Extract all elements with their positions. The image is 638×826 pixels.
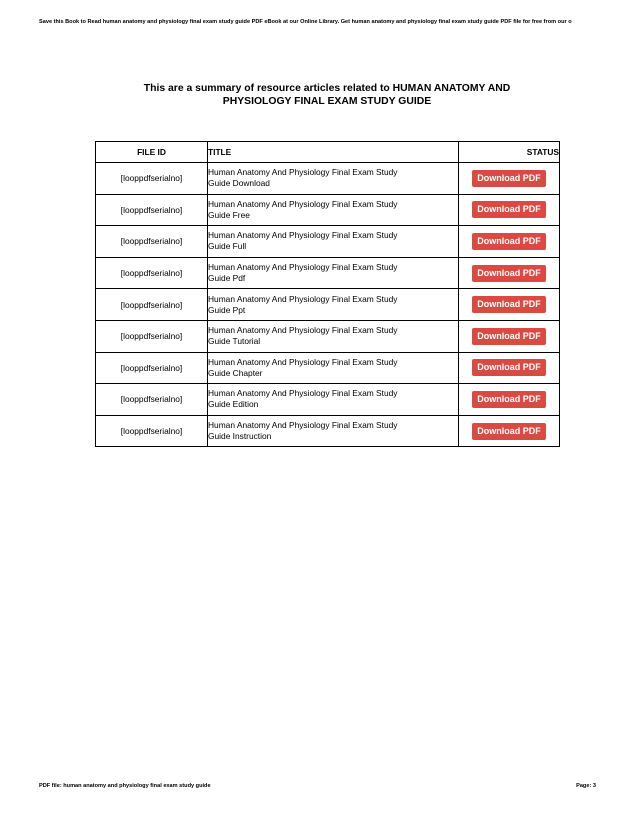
status-cell bbox=[459, 289, 560, 321]
status-cell bbox=[459, 257, 560, 289]
title-line-2: Guide Chapter bbox=[208, 367, 263, 378]
file-id-cell: [looppdfserialno] bbox=[96, 352, 208, 384]
download-pdf-button[interactable]: Download PDF bbox=[472, 233, 546, 250]
title-line-2: Guide Instruction bbox=[208, 431, 272, 442]
download-pdf-button[interactable]: Download PDF bbox=[472, 423, 546, 440]
status-cell bbox=[459, 226, 560, 258]
page-heading bbox=[95, 82, 559, 108]
status-cell bbox=[459, 194, 560, 226]
title-cell bbox=[208, 226, 459, 258]
title-cell bbox=[208, 257, 459, 289]
title-line-2: Guide Download bbox=[208, 178, 270, 189]
download-pdf-button[interactable]: Download PDF bbox=[472, 265, 546, 282]
title-line-2: Guide Full bbox=[208, 241, 247, 252]
download-pdf-button[interactable]: Download PDF bbox=[472, 359, 546, 376]
title-line-1: Human Anatomy And Physiology Final Exam Study bbox=[208, 325, 398, 336]
title-cell bbox=[208, 384, 459, 416]
table-row bbox=[96, 289, 560, 321]
status-cell bbox=[459, 415, 560, 447]
table-row bbox=[96, 194, 560, 226]
footer-page-number: Page: 3 bbox=[576, 783, 596, 789]
table-row bbox=[96, 163, 560, 195]
table-row bbox=[96, 384, 560, 416]
title-cell bbox=[208, 415, 459, 447]
table-header-row bbox=[96, 142, 560, 163]
table-row bbox=[96, 226, 560, 258]
title-cell bbox=[208, 320, 459, 352]
title-line-2: Guide Ppt bbox=[208, 304, 246, 315]
header-title: TITLE bbox=[208, 142, 459, 163]
file-id-cell: [looppdfserialno] bbox=[96, 289, 208, 321]
title-line-1: Human Anatomy And Physiology Final Exam Study bbox=[208, 388, 398, 399]
table-row bbox=[96, 257, 560, 289]
title-cell bbox=[208, 352, 459, 384]
table-row bbox=[96, 415, 560, 447]
header-file-id: FILE ID bbox=[96, 142, 208, 163]
title-line-1: Human Anatomy And Physiology Final Exam Study bbox=[208, 420, 398, 431]
header-status: STATUS bbox=[459, 142, 560, 163]
title-line-1: Human Anatomy And Physiology Final Exam Study bbox=[208, 356, 398, 367]
download-pdf-button[interactable]: Download PDF bbox=[472, 170, 546, 187]
title-line-2: Guide Edition bbox=[208, 399, 259, 410]
title-cell bbox=[208, 194, 459, 226]
table-row bbox=[96, 320, 560, 352]
file-id-cell: [looppdfserialno] bbox=[96, 163, 208, 195]
footer-file-label: PDF file: human anatomy and physiology final exam study guide bbox=[39, 783, 211, 789]
title-cell bbox=[208, 289, 459, 321]
file-id-cell: [looppdfserialno] bbox=[96, 226, 208, 258]
download-pdf-button[interactable]: Download PDF bbox=[472, 391, 546, 408]
title-line-1: Human Anatomy And Physiology Final Exam Study bbox=[208, 262, 398, 273]
title-line-1: Human Anatomy And Physiology Final Exam Study bbox=[208, 293, 398, 304]
status-cell bbox=[459, 384, 560, 416]
download-pdf-button[interactable]: Download PDF bbox=[472, 296, 546, 313]
title-line-1: Human Anatomy And Physiology Final Exam Study bbox=[208, 198, 398, 209]
download-pdf-button[interactable]: Download PDF bbox=[472, 328, 546, 345]
file-id-cell: [looppdfserialno] bbox=[96, 415, 208, 447]
articles-table bbox=[95, 141, 560, 447]
title-line-2: Guide Pdf bbox=[208, 273, 246, 284]
file-id-cell: [looppdfserialno] bbox=[96, 384, 208, 416]
title-cell bbox=[208, 163, 459, 195]
title-line-2: Guide Tutorial bbox=[208, 336, 261, 347]
table-row bbox=[96, 352, 560, 384]
heading-line-1: This are a summary of resource articles related to HUMAN ANATOMY AND bbox=[143, 83, 511, 94]
status-cell bbox=[459, 320, 560, 352]
file-id-cell: [looppdfserialno] bbox=[96, 257, 208, 289]
top-banner: Save this Book to Read human anatomy and physiology final exam study guide PDF eBook at our Online Library. Get human anatomy and physiology final exam study guide PDF file for free from our o bbox=[39, 19, 572, 25]
title-line-2: Guide Free bbox=[208, 209, 250, 220]
download-pdf-button[interactable]: Download PDF bbox=[472, 201, 546, 218]
status-cell bbox=[459, 352, 560, 384]
file-id-cell: [looppdfserialno] bbox=[96, 320, 208, 352]
status-cell bbox=[459, 163, 560, 195]
file-id-cell: [looppdfserialno] bbox=[96, 194, 208, 226]
heading-line-2: PHYSIOLOGY FINAL EXAM STUDY GUIDE bbox=[222, 96, 432, 107]
title-line-1: Human Anatomy And Physiology Final Exam Study bbox=[208, 167, 398, 178]
title-line-1: Human Anatomy And Physiology Final Exam Study bbox=[208, 230, 398, 241]
